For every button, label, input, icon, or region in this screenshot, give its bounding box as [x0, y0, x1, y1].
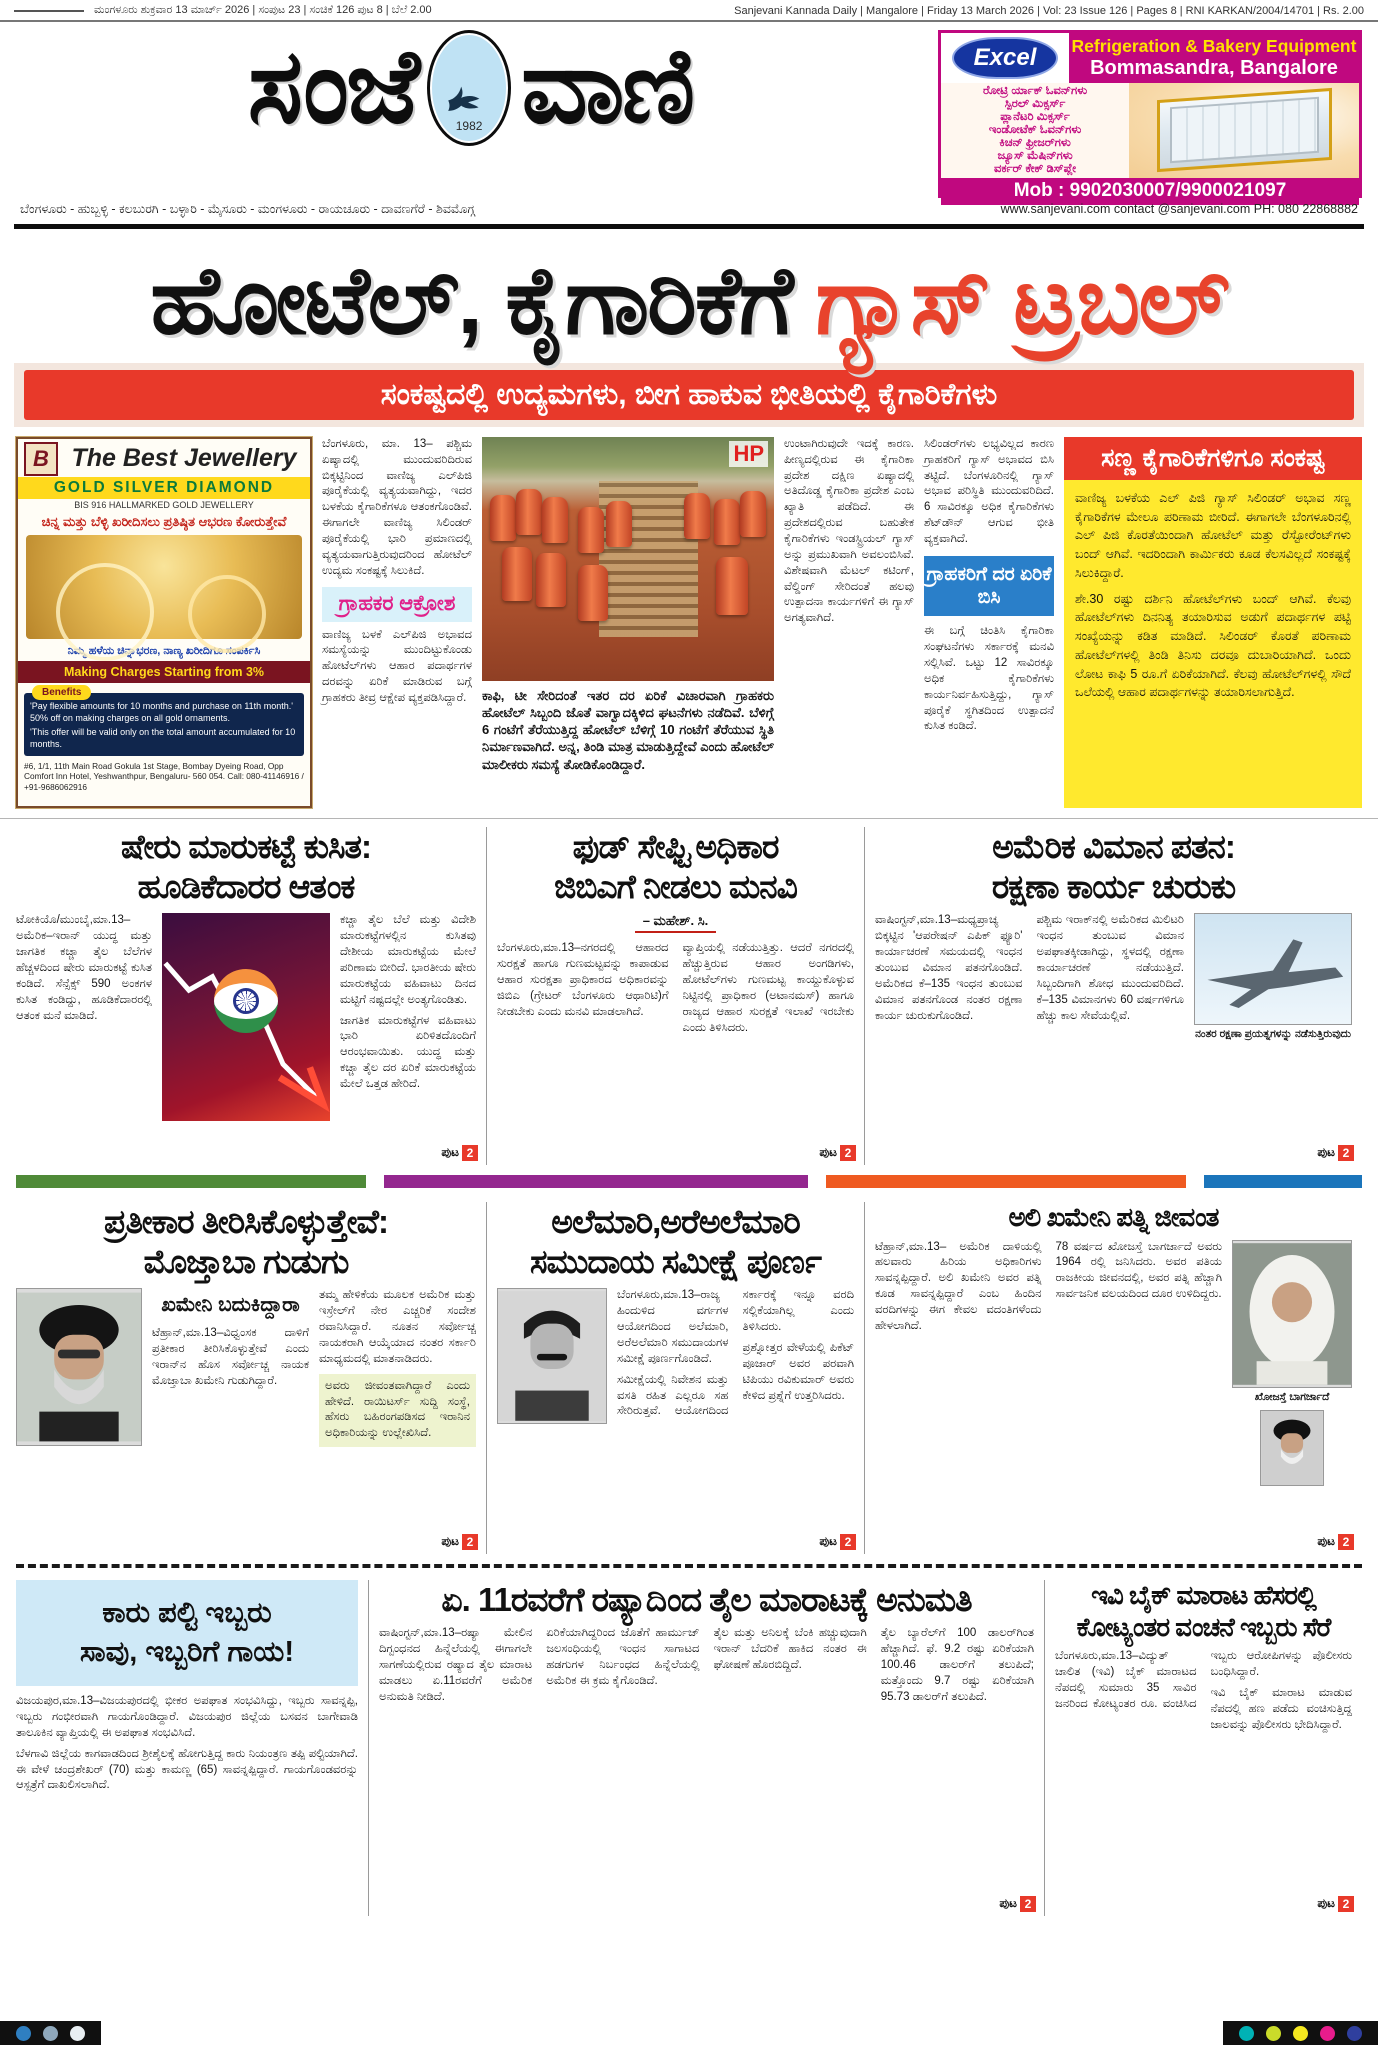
news-band-3: [0, 1194, 1378, 1560]
lead-subhead-band: [14, 363, 1364, 427]
excel-item: ಜ್ಯೂಸ್ ಮೆಷಿನ್‌ಗಳು: [997, 150, 1073, 162]
article-headline: ಏ. 11ರವರೆಗೆ ರಷ್ಯಾದಿಂದ ತೈಲ ಮಾರಾಟಕ್ಕೆ ಅನುಮತಿ: [441, 1580, 972, 1618]
article-text: [16, 913, 152, 1121]
article-headline: ಇವಿ ಬೈಕ್ ಮಾರಾಟ ಹೆಸರಲ್ಲಿ ಕೋಟ್ಯಂತರ ವಂಚನೆ ಇಬ್ಬರು ಸೆರೆ: [1076, 1579, 1331, 1642]
article-paragraph: ವಾಷಿಂಗ್ಟನ್,ಮಾ.13–ಮಧ್ಯಪ್ರಾಚ್ಯ ಬಿಕ್ಕಟ್ಟಿನ 'ಆಪರೇಷನ್ ಎಪಿಕ್ ಫ್ಯೂರಿ' ಕಾರ್ಯಾಚರಣೆ ಸಮಯದಲ್ಲಿ ಇಂಧನ ತುಂಬುವ ವಿಮಾನ ಪತನಗೊಂಡಿದೆ. ಅಮೆರಿಕದ ಕೆ–135 ಇಂಧನ ತುಂಬುವ ವಿಮಾನ ಪತನಗೊಂಡ ನಂತರ ರಕ್ಷಣಾ ಕಾರ್ಯ ಚುರುಕುಗೊಂಡಿದೆ.: [875, 914, 1023, 1022]
lead-text-column-1: [322, 437, 472, 808]
benefits-label: Benefits: [32, 685, 91, 700]
khamenei-wife-photo: [1232, 1240, 1352, 1388]
article-text: [1055, 1649, 1352, 1733]
registration-dot: [1266, 2026, 1281, 2041]
jewellery-kannada-line1: ಚಿನ್ನ ಮತ್ತು ಬೆಳ್ಳಿ ಖರೀದಿಸಲು ಪ್ರತಿಷ್ಠಿತ ಆಭರಣ ಕೋರುತ್ತೇವೆ: [41, 513, 287, 529]
stock-crash-graphic: [162, 913, 330, 1121]
article-paragraph: ವಿಜಯಪುರ,ಮಾ.13–ವಿಜಯಪುರದಲ್ಲಿ ಭೀಕರ ಅಪಘಾತ ಸಂಭವಿಸಿದ್ದು, ಇಬ್ಬರು ಸಾವನ್ನಪ್ಪಿ, ಇಬ್ಬರು ಗಂಭೀರವಾಗಿ ಗಾಯಗೊಂಡಿದ್ದಾರೆ. ವಿಜಯಪುರ ಜಿಲ್ಲೆಯ ಬಸವನ ಬಾಗೇವಾಡಿ ತಾಲೂಕಿನ ವ್ಯಾಪ್ತಿಯಲ್ಲಿ ಈ ಅಪಘಾತ ಸಂಭವಿಸಿದೆ.: [16, 1695, 358, 1739]
article-ev-fraud: [1044, 1580, 1362, 1916]
jewellery-logo: B: [24, 442, 58, 476]
lead-text-column-3: [924, 437, 1054, 808]
article-text: [617, 1288, 854, 1424]
newspaper-logo: [16, 30, 924, 198]
excel-item: ವರ್ಕರ್ ಕೇಕ್ ಡಿಸ್‌ಪ್ಲೇ: [993, 163, 1077, 175]
lead-photo-column: [482, 437, 774, 808]
benefit-line: 'Pay flexible amounts for 10 months and purchase on 11th month.' 50% off on making charges on all gold ornaments.: [30, 701, 293, 723]
cleric-photo-column: [16, 1288, 142, 1447]
separator-orange: [826, 1175, 1186, 1188]
display-counter-graphic: [1157, 88, 1332, 172]
separator-blue: [1204, 1175, 1362, 1188]
article-paragraph: ಏರಿಕೆಯಾಗಿದ್ದರಿಂದ ಜೊತೆಗೆ ಹಾರ್ಮುಜ್ ಜಲಸಂಧಿಯಲ್ಲಿ ಇಂಧನ ಸಾಗಾಟದ ಹಡಗುಗಳ ನಿರ್ಬಂಧದ ಹಿನ್ನೆಲೆಯಲ್ಲಿ ಅಮೆರಿಕ ಈ ಕ್ರಮ ಕೈಗೊಂಡಿದೆ.: [546, 1627, 700, 1687]
article-headline: ಅಲೆಮಾರಿ,ಅರೆಅಲೆಮಾರಿ ಸಮುದಾಯ ಸಮೀಕ್ಷೆ ಪೂರ್ಣ: [530, 1202, 821, 1281]
masthead: [0, 22, 1378, 201]
top-info-bar: [0, 0, 1378, 22]
print-marks-right: [1223, 2021, 1378, 2045]
article-text: [152, 1288, 309, 1447]
article-paragraph: ತೈಲ ಮತ್ತು ಅನಿಲಕ್ಕೆ ಬೆಂಕಿ ಹಚ್ಚುವುದಾಗಿ ಇರಾನ್ ಬೆದರಿಕೆ ಹಾಕಿದ ನಂತರ ಈ ಘೋಷಣೆ ಹೊರಬಿದ್ದಿದೆ.: [713, 1627, 867, 1671]
continued-page-marker[interactable]: ಪುಟ 2: [815, 1145, 856, 1161]
article-headline: ಷೇರು ಮಾರುಕಟ್ಟೆ ಕುಸಿತ: ಹೂಡಿಕೆದಾರರ ಆತಂಕ: [120, 827, 372, 906]
continued-page-marker[interactable]: ಪುಟ 2: [1313, 1896, 1354, 1912]
article-headline: ಪ್ರತೀಕಾರ ತೀರಿಸಿಕೊಳ್ಳುತ್ತೇವೆ: ಮೊಜ್ತಾಬಾ ಗುಡುಗು: [104, 1202, 388, 1281]
gold-ornaments-photo: [26, 535, 302, 639]
separator-green: [16, 1175, 366, 1188]
plane-icon: [1195, 914, 1351, 1024]
excel-product-list: [941, 83, 1129, 178]
fold-mark: [14, 10, 84, 12]
continued-page-marker[interactable]: ಪುಟ 2: [437, 1534, 478, 1550]
small-industries-headline: ಸಣ್ಣ ಕೈಗಾರಿಕೆಗಳಿಗೂ ಸಂಕಷ್ಟ: [1064, 437, 1362, 480]
sidebar-paragraph: ವಾಣಿಜ್ಯ ಬಳಕೆಯ ಎಲ್ ಪಿಜಿ ಗ್ಯಾಸ್ ಸಿಲಿಂಡರ್ ಅಭಾವ ಸಣ್ಣ ಕೈಗಾರಿಕೆಗಳ ಮೇಲೂ ಪರಿಣಾಮ ಬೀರಿದೆ. ಈಗಾಗಲೇ ಬೆಂಗಳೂರಿನಲ್ಲಿ ಎಲ್ ಪಿಜಿ ಕೊರತೆಯಿಂದಾಗಿ ಹೋಟೆಲ್ ಮತ್ತು ರೆಸ್ಟೋರೆಂಟ್‌ಗಳು ಬಂದ್ ಆಗಿವೆ. ಇದರಿಂದಾಗಿ ಕಾರ್ಮಿಕರು ಕೂಡ ಕೆಲಸವಿಲ್ಲದೆ ಸಂಕಷ್ಟಕ್ಕೆ ಸಿಲುಕಿದ್ದಾರೆ.: [1075, 490, 1351, 580]
article-plane-crash: [864, 827, 1362, 1165]
lead-headline-black: ಹೋಟೆಲ್, ಕೈಗಾರಿಕೆಗೆ: [150, 248, 816, 353]
wife-photo-column: [1232, 1240, 1352, 1486]
jewellery-kannada-line2: ನಿಮ್ಮ ಹಳೆಯ ಚಿನ್ನಾಭರಣ, ನಾಣ್ಯ ಖರೀದಿಗೂ ಸಂಪರ್ಕಿಸಿ: [67, 644, 261, 657]
price-rise-subhead: ಗ್ರಾಹಕರಿಗೆ ದರ ಏರಿಕೆ ಬಿಸಿ: [924, 556, 1054, 616]
small-cleric-icon: [1261, 1411, 1323, 1485]
lead-paragraph: ಬೆಂಗಳೂರು, ಮಾ. 13– ಪಶ್ಚಿಮ ಏಷ್ಯಾದಲ್ಲಿ ಮುಂದುವರಿದಿರುವ ಬಿಕ್ಕಟ್ಟಿನಿಂದ ವಾಣಿಜ್ಯ ಎಲ್‌ಪಿಜಿ ಪೂರೈಕೆಯಲ್ಲಿ ವ್ಯತ್ಯಯವಾಗಿದ್ದು, ಇದರ ಬಳಕೆಯ ಕೈಗಾರಿಕೆಗಳೂ ಆತಂಕಗೊಂಡಿವೆ. ಈಗಾಗಲೇ ವಾಣಿಜ್ಯ ಸಿಲಿಂಡರ್ ಪೂರೈಕೆಯಲ್ಲಿ ಭಾರಿ ಪ್ರಮಾಣದಲ್ಲಿ ವ್ಯತ್ಯಯವಾಗುತ್ತಿರುವುದರಿಂದ ಹೋಟೆಲ್ ಉದ್ಯಮ ಸಂಕಷ್ಟಕ್ಕೆ ಸಿಲುಕಿದೆ.: [322, 437, 472, 577]
separator-purple: [384, 1175, 808, 1188]
article-text: [319, 1288, 476, 1447]
registration-dot: [1347, 2026, 1362, 2041]
logo-year: 1982: [455, 119, 483, 133]
making-charges-banner: Making Charges Starting from 3%: [18, 661, 310, 683]
dove-icon: [443, 77, 495, 117]
small-industries-sidebar: [1064, 437, 1362, 808]
official-photo: [497, 1288, 607, 1424]
article-paragraph: ಸಮೀಕ್ಷೆಯಲ್ಲಿ ನಿವೇಶನ ಮತ್ತು ವಸತಿ ರಹಿತ ಎಲ್ಲರೂ ಸಹ ಸೇರಿರುತ್ತವೆ. ಆಯೋಗದಿಂದ ಸರ್ಕಾರಕ್ಕೆ ಇನ್ನೂ ವರದಿ ಸಲ್ಲಿಕೆಯಾಗಿಲ್ಲ ಎಂದು ತಿಳಿಸಿದರು.: [617, 1289, 854, 1418]
article-text: [875, 1240, 1222, 1486]
hp-logo-mark: HP: [729, 441, 768, 467]
article-text: [340, 913, 476, 1121]
article-paragraph: ತೈಲ ಬ್ಯಾರೆಲ್‌ಗೆ 100 ಡಾಲರ್‌ಗಿಂತ ಹೆಚ್ಚಾಗಿದೆ. ಫೆ. 9.2 ರಷ್ಟು ಏರಿಕೆಯಾಗಿ 100.46 ಡಾಲರ್‌ಗೆ ತಲುಪಿದೆ; ಮತ್ತೊಂದು 9.7 ರಷ್ಟು ಏರಿಕೆಯಾಗಿ 95.73 ಡಾಲರ್‌ಗೆ ತಲುಪಿದೆ.: [880, 1627, 1034, 1703]
small-cleric-photo: [1260, 1410, 1324, 1486]
continued-page-marker[interactable]: ಪುಟ 2: [437, 1145, 478, 1161]
jewellery-advertisement[interactable]: [16, 437, 312, 808]
sidebar-paragraph: ಶೇ.30 ರಷ್ಟು ದರ್ಶಿನಿ ಹೋಟೆಲ್‌ಗಳು ಬಂದ್ ಆಗಿವೆ. ಕೆಲವು ಹೋಟೆಲ್‌ಗಳು ದಿನನಿತ್ಯ ತಯಾರಿಸುವ ಅಡುಗೆ ಪದಾರ್ಥಗಳ ಪಟ್ಟಿ ಸಂಖ್ಯೆಯನ್ನು ಕಡಿತ ಮಾಡಿದೆ. ಸಿಲಿಂಡರ್ ಕೊರತೆ ಪರಿಣಾಮ ಹೋಟೆಲ್‌ಗಳಲ್ಲಿ ತಿಂಡಿ ತಿನಿಸು ದರವೂ ದುಬಾರಿಯಾಗಿದೆ. ಒಂದು ಲೋಟ ಕಾಫಿ 5 ರೂ.ಗೆ ಏರಿಕೆಯಾಗಿದೆ. ಕೆಲವು ಹೋಟೆಲ್‌ಗಳಲ್ಲಿ ಸೌದೆ ಒಲೆಯಲ್ಲಿ ಆಹಾರ ಪದಾರ್ಥಗಳನ್ನು ತಯಾರಿಸಲಾಗುತ್ತಿದೆ.: [1075, 591, 1351, 700]
excel-tagline2: Bommasandra, Bangalore: [1090, 57, 1338, 79]
article-paragraph: ಪ್ರಶ್ನೋತ್ತರ ವೇಳೆಯಲ್ಲಿ ಪಿಕೆಟ್ ಪೂಜಾರ್ ಅವರ ಪರವಾಗಿ ಟಿಪಿಯು ರವಿಕುಮಾರ್ ಅವರು ಕೇಳಿದ ಪ್ರಶ್ನೆಗೆ ಉತ್ತರಿಸಿದರು.: [742, 1341, 854, 1402]
article-headline: ಅಲಿ ಖಮೇನಿ ಪತ್ನಿ ಜೀವಂತ: [1008, 1201, 1219, 1232]
dateline-kannada: ಮಂಗಳೂರು ಶುಕ್ರವಾರ 13 ಮಾರ್ಚ್ 2026 | ಸಂಪುಟ 23 | ಸಂಚಿಕೆ 126 ಪುಟ 8 | ಬೆಲೆ 2.00: [94, 4, 432, 16]
article-mojtaba: [16, 1202, 486, 1554]
registration-dot: [16, 2026, 31, 2041]
news-band-2: [0, 819, 1378, 1171]
man-portrait-icon: [498, 1289, 606, 1423]
article-khamenei-wife: [864, 1202, 1362, 1554]
article-paragraph: ತಮ್ಮ ಹೇಳಿಕೆಯ ಮೂಲಕ ಅಮೆರಿಕ ಮತ್ತು ಇಸ್ರೇಲ್‌ಗೆ ನೇರ ಎಚ್ಚರಿಕೆ ಸಂದೇಶ ರವಾನಿಸಿದ್ದಾರೆ. ನೂತನ ಸರ್ವೋಚ್ಚ ನಾಯಕರಾಗಿ ಆಯ್ಕೆಯಾದ ನಂತರ ಸರ್ಕಾರಿ ಮಾಧ್ಯಮದಲ್ಲಿ ಮಾತನಾಡಿದರು.: [319, 1289, 476, 1365]
logo-text-left: ಸಂಜೆ: [247, 29, 418, 146]
plane-photo-column: [1194, 913, 1352, 1041]
excel-item: ರೋಟ್ರಿ ರ್ಯಾಕ್ ಓವನ್‌ಗಳು: [982, 85, 1088, 97]
woman-hijab-icon: [1233, 1241, 1351, 1387]
registration-dot: [1320, 2026, 1335, 2041]
article-headline: ಅಮೆರಿಕ ವಿಮಾನ ಪತನ: ರಕ್ಷಣಾ ಕಾರ್ಯ ಚುರುಕು: [991, 827, 1236, 906]
article-car-accident: [16, 1580, 368, 1916]
excel-title: [1069, 33, 1359, 83]
lead-story-section: [0, 427, 1378, 819]
article-paragraph: ಬೆಂಗಳೂರು,ಮಾ.13–ವಿದ್ಯುತ್ ಚಾಲಿತ (ಇವಿ) ಬೈಕ್ ಮಾರಾಟದ ನೆಪದಲ್ಲಿ ಸುಮಾರು 35 ಸಾವಿರ ಜನರಿಂದ ಕೋಟ್ಯಂತರ ರೂ. ವಂಚಿಸಿದ ಇಬ್ಬರು ಆರೋಪಿಗಳನ್ನು ಪೊಲೀಸರು ಬಂಧಿಸಿದ್ದಾರೆ.: [1055, 1650, 1352, 1710]
article-paragraph: ಬೆಳಗಾವಿ ಜಿಲ್ಲೆಯ ಕಾಗವಾಡದಿಂದ ಶ್ರೀಶೈಲಕ್ಕೆ ಹೋಗುತ್ತಿದ್ದ ಕಾರು ನಿಯಂತ್ರಣ ತಪ್ಪಿ ಪಲ್ಟಿಯಾಗಿದೆ. ಈ ವೇಳೆ ಚಂದ್ರಶೇಖರ್ (70) ಮತ್ತು ಕಾಮಣ್ಣ (65) ಸಾವನ್ನಪ್ಪಿದ್ದಾರೆ. ಗಾಯಗೊಂಡವರನ್ನು ಆಸ್ಪತ್ರೆಗೆ ದಾಖಲಿಸಲಾಗಿದೆ.: [16, 1747, 358, 1792]
registration-dot: [1239, 2026, 1254, 2041]
continued-page-marker[interactable]: ಪುಟ 2: [1313, 1534, 1354, 1550]
article-paragraph: ಪಶ್ಚಿಮ ಇರಾಕ್‌ನಲ್ಲಿ ಅಮೆರಿಕದ ಮಿಲಿಟರಿ ಇಂಧನ ತುಂಬುವ ವಿಮಾನ ಅಪಘಾತಕ್ಕೀಡಾಗಿದ್ದು, ಸ್ಥಳದಲ್ಲಿ ರಕ್ಷಣಾ ಕಾರ್ಯಾಚರಣೆ ನಡೆಯುತ್ತಿದೆ. ಸಿಬ್ಬಂದಿಗಾಗಿ ಶೋಧ ಮುಂದುವರಿದಿದೆ. ಕೆ–135 ವಿಮಾನಗಳು 60 ವರ್ಷಗಳಿಗೂ ಹೆಚ್ಚು ಕಾಲ ಸೇವೆಯಲ್ಲಿವೆ.: [1036, 914, 1184, 1022]
print-registration-strip: [0, 2018, 1378, 2048]
military-plane-photo: [1194, 913, 1352, 1025]
registration-dot: [1293, 2026, 1308, 2041]
benefit-line: 'This offer will be valid only on the total amount accumulated for 10 months.: [30, 727, 296, 750]
registration-dot: [70, 2026, 85, 2041]
registration-dot: [43, 2026, 58, 2041]
excel-tagline1: Refrigeration & Bakery Equipment: [1071, 36, 1357, 56]
logo-dove-emblem: [427, 30, 511, 146]
jewellery-bis-line: BIS 916 HALLMARKED GOLD JEWELLERY: [74, 499, 254, 510]
article-text: [875, 913, 1184, 1041]
article-nomadic-survey: [486, 1202, 864, 1554]
india-flag-chakra-icon: [214, 969, 278, 1033]
news-band-4: [0, 1572, 1378, 1924]
article-paragraph: ಬೆಂಗಳೂರು,ಮಾ.13–ರಾಜ್ಯ ಹಿಂದುಳಿದ ವರ್ಗಗಳ ಆಯೋಗದಿಂದ ಅಲೆಮಾರಿ, ಅರೆಅಲೆಮಾರಿ ಸಮುದಾಯಗಳ ಸಮೀಕ್ಷೆ ಪೂರ್ಣಗೊಂಡಿದೆ.: [617, 1289, 729, 1365]
excel-showcase-photo: [1129, 83, 1359, 178]
jewellery-name: The Best Jewellery: [71, 444, 297, 473]
highlighted-paragraph: ಅವರು ಜೀವಂತವಾಗಿದ್ದಾರೆ ಎಂದು ಹೇಳಿದೆ. ರಾಯಿಟರ್ಸ್ ಸುದ್ದಿ ಸಂಸ್ಥೆ, ಹೆಸರು ಬಹಿರಂಗಪಡಿಸದ ಇರಾನಿನ ಅಧಿಕಾರಿಯನ್ನು ಉಲ್ಲೇಖಿಸಿದೆ.: [319, 1374, 476, 1447]
print-marks-left: [0, 2021, 101, 2045]
article-paragraph: ಜಾಗತಿಕ ಮಾರುಕಟ್ಟೆಗಳ ವಹಿವಾಟು ಭಾರಿ ಏರಿಳಿತದೊಂದಿಗೆ ಆರಂಭವಾಯಿತು. ಯುದ್ಧ ಮತ್ತು ಕಚ್ಚಾ ತೈಲ ದರ ಏರಿಕೆ ಮಾರುಕಟ್ಟೆಯ ಮೇಲೆ ಒತ್ತಡ ಹೇರಿದೆ.: [340, 1014, 476, 1090]
section-separator-bars: [0, 1171, 1378, 1194]
mojtaba-khamenei-photo: [16, 1288, 142, 1446]
jewellery-gold-line: GOLD SILVER DIAMOND: [18, 477, 310, 499]
article-paragraph: ಬೆಂಗಳೂರು,ಮಾ.13–ನಗರದಲ್ಲಿ ಆಹಾರದ ಸುರಕ್ಷತೆ ಹಾಗೂ ಗುಣಮಟ್ಟವನ್ನು ಕಾಪಾಡುವ ಆಹಾರ ಸುರಕ್ಷತಾ ಪ್ರಾಧಿಕಾರದ ಅಧಿಕಾರವನ್ನು ಜಿಬಿಎ (ಗ್ರೇಟರ್ ಬೆಂಗಳೂರು ಆಥಾರಿಟಿ)ಗೆ ನೀಡಬೇಕು ಎಂದು ಮನವಿ ಮಾಡಲಾಗಿದೆ.: [497, 942, 669, 1018]
article-share-market: [16, 827, 486, 1165]
excel-mobile-number[interactable]: Mob : 9902030007/9900021097: [941, 178, 1359, 205]
lead-paragraph: ಈ ಬಗ್ಗೆ ಚಿಂತಿಸಿ ಕೈಗಾರಿಕಾ ಸಂಘಟನೆಗಳು ಸರ್ಕಾರಕ್ಕೆ ಮನವಿ ಸಲ್ಲಿಸಿವೆ. ಒಟ್ಟು 12 ಸಾವಿರಕ್ಕೂ ಅಧಿಕ ಕೈಗಾರಿಕೆಗಳು ಕಾರ್ಯನಿರ್ವಹಿಸುತ್ತಿದ್ದು, ಗ್ಯಾಸ್ ಪೂರೈಕೆ ಸ್ಥಗಿತದಿಂದ ಉತ್ಪಾದನೆ ಕುಸಿತ ಕಂಡಿದೆ.: [924, 625, 1054, 733]
lead-headline-red: ಗ್ಯಾಸ್ ಟ್ರಬಲ್: [815, 248, 1228, 353]
excel-logo: Excel: [941, 33, 1069, 83]
dateline-english: Sanjevani Kannada Daily | Mangalore | Friday 13 March 2026 | Vol: 23 Issue 126 | Pages 8 | RNI KARKAN/2004/14701 | Rs. 2.00: [734, 4, 1364, 17]
article-food-safety: [486, 827, 864, 1165]
dashed-divider: [16, 1564, 1362, 1568]
excel-item: ಇಂಡೋಟೆಕ್ ಓವನ್‌ಗಳು: [988, 124, 1082, 136]
article-text: [379, 1626, 1034, 1705]
cleric-portrait-icon: [17, 1289, 141, 1445]
article-text: [16, 1694, 358, 1794]
logo-text-right: ವಾಣಿ: [521, 29, 693, 146]
continued-page-marker[interactable]: ಪುಟ 2: [995, 1896, 1036, 1912]
masthead-footline: [0, 198, 1378, 222]
lead-paragraph: ಉಂಟಾಗಿರುವುದೇ ಇದಕ್ಕೆ ಕಾರಣ. ಪೀಣ್ಯದಲ್ಲಿರುವ ಈ ಕೈಗಾರಿಕಾ ಪ್ರದೇಶ ದಕ್ಷಿಣ ಏಷ್ಯಾದಲ್ಲಿ ಅತಿದೊಡ್ಡ ಕೈಗಾರಿಕಾ ಪ್ರದೇಶ ಎಂಬ ಖ್ಯಾತಿ ಪಡೆದಿದೆ. ಈ ಪ್ರದೇಶದಲ್ಲಿರುವ ಬಹುತೇಕ ಕೈಗಾರಿಕೆಗಳು ಇಂಡಸ್ಟ್ರಿಯಲ್ ಗ್ಯಾಸ್ ಅನ್ನು ಪ್ರಮುಖವಾಗಿ ಅವಲಂಬಿಸಿವೆ. ವಿಶೇಷವಾಗಿ ಮೆಟಲ್ ಕಟಿಂಗ್, ವೆಲ್ಡಿಂಗ್ ಸೇರಿದಂತೆ ಹಲವು ಉತ್ಪಾದನಾ ಕಾರ್ಯಗಳಿಗೆ ಈ ಗ್ಯಾಸ್ ಅಗತ್ಯವಾಗಿದೆ.: [784, 437, 914, 625]
lead-text-column-2: [784, 437, 914, 808]
lead-headline: [0, 229, 1378, 355]
article-paragraph: ಕಚ್ಚಾ ತೈಲ ಬೆಲೆ ಮತ್ತು ವಿದೇಶಿ ಮಾರುಕಟ್ಟೆಗಳಲ್ಲಿನ ಕುಸಿತವು ದೇಶೀಯ ಮಾರುಕಟ್ಟೆಯ ಮೇಲೆ ಪರಿಣಾಮ ಬೀರಿದೆ. ಭಾರತೀಯ ಷೇರು ಮಾರುಕಟ್ಟೆಯ ವಹಿವಾಟು ದಿನದ ಮಟ್ಟಿಗೆ ನಷ್ಟದಲ್ಲೇ ಅಂತ್ಯಗೊಂಡಿತು.: [340, 914, 476, 1006]
article-paragraph: ವಾಷಿಂಗ್ಟನ್,ಮಾ.13–ರಷ್ಯಾ ಮೇಲಿನ ದಿಗ್ಬಂಧನದ ಹಿನ್ನೆಲೆಯಲ್ಲಿ ಈಗಾಗಲೇ ಸಾಗಣೆಯಲ್ಲಿರುವ ರಷ್ಯಾದ ತೈಲ ಮಾರಾಟ ಮಾಡಲು ಏ.11ರವರೆಗೆ ಅಮೆರಿಕ ಅನುಮತಿ ನೀಡಿದೆ.: [379, 1627, 533, 1703]
lpg-cylinders-photo: [482, 437, 774, 681]
consumer-anger-subhead: ಗ್ರಾಹಕರ ಆಕ್ರೋಶ: [322, 587, 472, 622]
website-contact[interactable]: www.sanjevani.com contact @sanjevani.com PH: 080 22868882: [1000, 202, 1358, 216]
lead-subheadline: ಸಂಕಷ್ಟದಲ್ಲಿ ಉದ್ಯಮಗಳು, ಬೀಗ ಹಾಕುವ ಭೀತಿಯಲ್ಲಿ ಕೈಗಾರಿಕೆಗಳು: [24, 370, 1354, 420]
excel-item: ಕಿಚನ್ ಫ್ರೀಜರ್‌ಗಳು: [999, 137, 1071, 149]
article-paragraph: ಟೋಕಿಯೊ/ಮುಂಬೈ,ಮಾ.13– ಅಮೆರಿಕ–ಇರಾನ್ ಯುದ್ಧ ಮತ್ತು ಜಾಗತಿಕ ಕಚ್ಚಾ ತೈಲ ಬೆಲೆಗಳ ಹೆಚ್ಚಳದಿಂದ ಷೇರು ಮಾರುಕಟ್ಟೆ ಕುಸಿತ ಕಂಡಿದೆ. ಸೆನ್ಸೆಕ್ಸ್ 590 ಅಂಕಗಳ ಕುಸಿತ ಕಂಡಿದ್ದು, ಹೂಡಿಕೆದಾರರಲ್ಲಿ ಆತಂಕ ಮನೆ ಮಾಡಿದೆ.: [16, 914, 152, 1022]
lead-bold-paragraph: ಕಾಫಿ, ಟೀ ಸೇರಿದಂತೆ ಇತರ ದರ ಏರಿಕೆ ವಿಚಾರವಾಗಿ ಗ್ರಾಹಕರು ಹೋಟೆಲ್ ಸಿಬ್ಬಂದಿ ಜೊತೆ ವಾಗ್ವಾದಕ್ಕಿಳಿದ ಘಟನೆಗಳು ನಡೆದಿವೆ. ಬೆಳಿಗ್ಗೆ 6 ಗಂಟೆಗೆ ತೆರೆಯುತ್ತಿದ್ದ ಹೋಟೆಲ್ ಬೆಳಿಗ್ಗೆ 10 ಗಂಟೆಗೆ ತೆರೆಯುವ ಸ್ಥಿತಿ ನಿರ್ಮಾಣವಾಗಿದೆ. ಅನ್ನ, ತಿಂಡಿ ಮಾತ್ರ ಮಾಡುತ್ತಿದ್ದೇವೆ ಎಂದು ಹೋಟೆಲ್ ಮಾಲೀಕರು ಸಮಸ್ಯೆ ತೋಡಿಕೊಂಡಿದ್ದಾರೆ.: [482, 687, 774, 772]
lead-paragraph: ವಾಣಿಜ್ಯ ಬಳಕೆ ಎಲ್‌ಪಿಜಿ ಅಭಾವದ ಸಮಸ್ಯೆಯನ್ನು ಮುಂದಿಟ್ಟುಕೊಂಡು ಹೋಟೆಲ್‌ಗಳು ಆಹಾರ ಪದಾರ್ಥಗಳ ದರವನ್ನು ಏರಿಕೆ ಮಾಡಿರುವ ಬಗ್ಗೆ ಗ್ರಾಹಕರು ತೀವ್ರ ಆಕ್ಷೇಪ ವ್ಯಕ್ತಪಡಿಸಿದ್ದಾರೆ.: [322, 628, 472, 705]
article-oil-permit: [368, 1580, 1044, 1916]
edition-cities: ಬೆಂಗಳೂರು - ಹುಬ್ಬಳ್ಳಿ - ಕಲಬುರಗಿ - ಬಳ್ಳಾರಿ - ಮೈಸೂರು - ಮಂಗಳೂರು - ರಾಯಚೂರು - ದಾವಣಗೆರೆ - ಶಿವಮೊಗ್ಗ: [20, 202, 475, 216]
article-text: [497, 941, 854, 1036]
benefits-box: [24, 687, 304, 756]
excel-item: ಸ್ಪಿರಲ್ ಮಿಕ್ಸರ್ಸ್: [1004, 98, 1066, 110]
continued-page-marker[interactable]: ಪುಟ 2: [815, 1534, 856, 1550]
inline-subhead: ಖಮೇನಿ ಬದುಕಿದ್ದಾರಾ: [161, 1294, 300, 1317]
jewellery-address[interactable]: #6, 1/1, 11th Main Road Gokula 1st Stage, Bombay Dyeing Road, Opp Comfort Inn Hotel, Yeshwanthpur, Bengaluru- 560 054. Call: 080-41146916 / +91-9686062916: [24, 760, 304, 792]
photo-caption: ಖೋಜಸ್ತೆ ಬಾಗರ್ಜಾದೆ: [1254, 1390, 1330, 1403]
excel-item: ಪ್ಲಾನೆಟರಿ ಮಿಕ್ಸರ್ಸ್: [1000, 111, 1070, 123]
article-paragraph: ಟೆಹ್ರಾನ್,ಮಾ.13–ವಿಧ್ವಂಸಕ ದಾಳಿಗೆ ಪ್ರತೀಕಾರ ತೀರಿಸಿಕೊಳ್ಳುತ್ತೇವೆ ಎಂದು ಇರಾನ್‌ನ ಹೊಸ ಸರ್ವೋಚ್ಚ ನಾಯಕ ಮೊಜ್ತಾಬಾ ಖಮೇನಿ ಗುಡುಗಿದ್ದಾರೆ.: [152, 1326, 309, 1387]
photo-caption: ನಂತರ ರಕ್ಷಣಾ ಪ್ರಯತ್ನಗಳನ್ನು ನಡೆಸುತ್ತಿರುವುದು: [1195, 1028, 1351, 1041]
lead-paragraph: ಸಿಲಿಂಡರ್‌ಗಳು ಲಭ್ಯವಿಲ್ಲದ ಕಾರಣ ಗ್ರಾಹಕರಿಗೆ ಗ್ಯಾಸ್ ಅಭಾವದ ಬಿಸಿ ತಟ್ಟಿದೆ. ಬೆಂಗಳೂರಿನಲ್ಲಿ ಗ್ಯಾಸ್ ಅಭಾವ ಪರಿಸ್ಥಿತಿ ಮುಂದುವರಿದಿದೆ. 6 ಸಾವಿರಕ್ಕೂ ಅಧಿಕ ಕೈಗಾರಿಕೆಗಳು ಶೆಟ್‌ಡೌನ್ ಆಗುವ ಭೀತಿ ವ್ಯಕ್ತವಾಗಿದೆ.: [924, 437, 1054, 546]
small-industries-body: [1064, 480, 1362, 808]
car-accident-headline: ಕಾರು ಪಲ್ಟಿ ಇಬ್ಬರು ಸಾವು, ಇಬ್ಬರಿಗೆ ಗಾಯ!: [16, 1580, 358, 1686]
continued-page-marker[interactable]: ಪುಟ 2: [1313, 1145, 1354, 1161]
excel-advertisement[interactable]: [938, 30, 1362, 201]
article-paragraph: 78 ವರ್ಷದ ಖೋಜಸ್ತೆ ಬಾಗರ್ಜಾದೆ ಅವರು 1964 ರಲ್ಲಿ ಜನಿಸಿದರು. ಅವರ ಪತಿಯ ರಾಜಕೀಯ ಜೀವನದಲ್ಲಿ, ಅವರ ಪತ್ನಿ ಹೆಚ್ಚಾಗಿ ಸಾರ್ವಜನಿಕ ವಲಯದಿಂದ ದೂರ ಉಳಿದಿದ್ದರು.: [1055, 1240, 1222, 1301]
article-paragraph: ಇವಿ ಬೈಕ್ ಮಾರಾಟ ಮಾಡುವ ನೆಪದಲ್ಲಿ ಹಣ ಪಡೆದು ವಂಚಿಸುತ್ತಿದ್ದ ಜಾಲವನ್ನು ಪೊಲೀಸರು ಭೇದಿಸಿದ್ದಾರೆ.: [1210, 1687, 1352, 1731]
article-headline: ಫುಡ್ ಸೇಫ್ಟಿ ಅಧಿಕಾರ ಜಿಬಿಎಗೆ ನೀಡಲು ಮನವಿ: [554, 827, 797, 906]
article-paragraph: ಟೆಹ್ರಾನ್,ಮಾ.13– ಅಮೆರಿಕ ದಾಳಿಯಲ್ಲಿ ಹಲವಾರು ಹಿರಿಯ ಅಧಿಕಾರಿಗಳು ಸಾವನ್ನಪ್ಪಿದ್ದಾರೆ. ಅಲಿ ಖಮೇನಿ ಅವರ ಪತ್ನಿ ಕೂಡ ಸಾವನ್ನಪ್ಪಿದ್ದಾರೆ ಎಂಬ ಹಿಂದಿನ ವರದಿಗಳನ್ನು ಈಗ ಕೇವಲ ವದಂತಿಗಳೆಂದು ಹೇಳಲಾಗಿದೆ.: [875, 1240, 1042, 1332]
article-paragraph: ವ್ಯಾಪ್ತಿಯಲ್ಲಿ ನಡೆಯುತ್ತಿತ್ತು. ಆದರೆ ನಗರದಲ್ಲಿ ಹೆಚ್ಚುತ್ತಿರುವ ಆಹಾರ ಅಂಗಡಿಗಳು, ಹೋಟೆಲ್‌ಗಳು ಗುಣಮಟ್ಟ ಕಾಯ್ದುಕೊಳ್ಳುವ ನಿಟ್ಟಿನಲ್ಲಿ ಪ್ರಾಧಿಕಾರ (ಅಟಾನಮಸ್) ಹಾಗೂ ರಾಜ್ಯದ ಆಹಾರ ಸುರಕ್ಷತೆ ಇಲಾಖೆ ಇರಬೇಕು ಎಂದು ತಿಳಿಸಿದರು.: [682, 942, 854, 1034]
byline: – ಮಹೇಶ್. ಸಿ.: [635, 913, 717, 933]
